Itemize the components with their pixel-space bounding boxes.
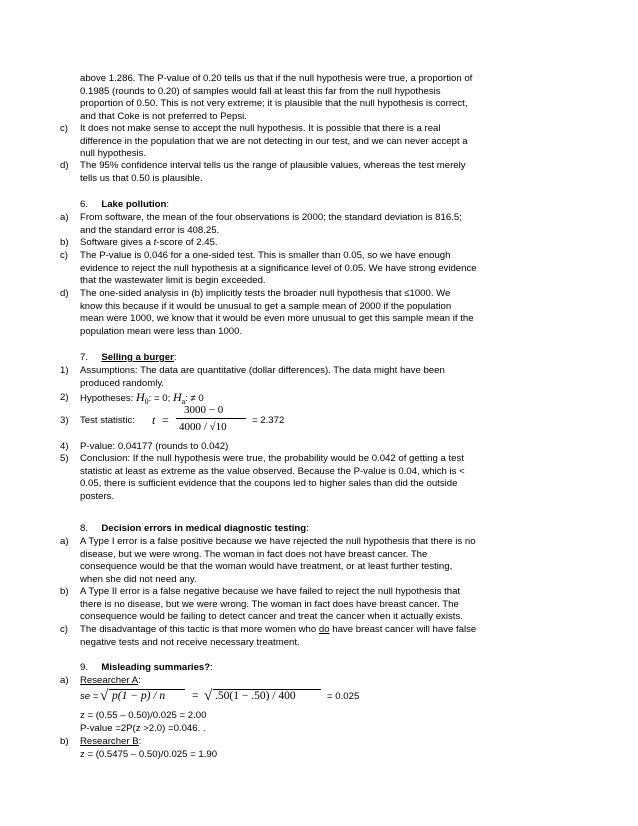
- item-label: a): [60, 212, 69, 223]
- item-label: 4): [60, 441, 69, 452]
- text-line: The P-value is 0.046 for a one-sided test. This is smaller than 0.05, so we have enough: [80, 250, 451, 261]
- text-line: negative tests and not receive necessary treatment.: [80, 636, 300, 648]
- text-line: null hypothesis.: [80, 148, 147, 159]
- text-line: and that Coke is not preferred to Pepsi.: [80, 110, 247, 122]
- sqrt-symbol: √: [100, 688, 109, 704]
- section-7-heading: 7. Selling a burger:: [80, 352, 177, 363]
- text-line: when she did not need any.: [80, 573, 197, 585]
- standard-error-formula: se = √ p(1 − p) / n = √ .50(1 − .50) / 400 = 0.025: [80, 688, 360, 704]
- section-8-heading: 8. Decision errors in medical diagnostic testing:: [80, 523, 309, 534]
- researcher-a-z-score: z = (0.55 – 0.50)/0.025 = 2.00: [80, 710, 207, 721]
- test-statistic-formula: Test statistic: t = 3000 − 0 4000 / √10 = 2.372: [80, 404, 285, 433]
- sqrt-symbol: √: [204, 688, 213, 704]
- text-line: that the wastewater limit is begin exceeded.: [80, 275, 266, 286]
- item-label: a): [60, 536, 69, 547]
- fraction-numerator: 3000 − 0: [184, 404, 224, 416]
- text-line: The 95% confidence interval tells us the range of plausible values, whereas the test merely: [80, 160, 466, 171]
- section-6-heading: 6. Lake pollution:: [80, 199, 170, 210]
- fraction-denominator: 4000 / √10: [179, 421, 227, 433]
- item-label: 1): [60, 365, 69, 376]
- item-label: d): [60, 160, 69, 171]
- text-line: proportion of 0.50. This is not very extreme; it is plausible that the null hypothesis is correct,: [80, 98, 468, 109]
- item-label: c): [60, 123, 68, 134]
- text-line: 0.05, there is sufficient evidence that the coupons led to higher sales than did the outside: [80, 478, 458, 489]
- text-line: Conclusion: If the null hypothesis were true, the probability would be 0.042 of getting a test: [80, 453, 464, 464]
- item-label: b): [60, 736, 69, 747]
- text-line: consequence would be that the woman would have treatment, or at least further testing,: [80, 561, 453, 572]
- item-label: c): [60, 624, 68, 635]
- text-line: A Type II error is a false negative because we have failed to reject the null hypothesis that: [80, 586, 461, 597]
- answer-6d: [80, 288, 550, 338]
- fraction-bar: [176, 418, 246, 419]
- text-line: difference in the population that we are not detecting in our test, and we can never accept a: [80, 135, 468, 147]
- section-title: Decision errors in medical diagnostic testing: [101, 523, 307, 534]
- section-title: Selling a burger: [101, 352, 174, 363]
- item-label: 3): [60, 415, 69, 426]
- text-line: The disadvantage of this tactic is that more women who do have breast cancer will have false: [80, 624, 477, 635]
- text-line: and the standard error is 408.25.: [80, 224, 220, 236]
- answer-8b: [80, 586, 550, 624]
- item-label: 5): [60, 453, 69, 464]
- text-line: 0.1985 (rounds to 0.20) of samples would fall at least this far from the null hypothesis: [80, 85, 441, 97]
- text-line: produced randomly.: [80, 377, 165, 389]
- item-label: 2): [60, 392, 69, 403]
- answer-6c: [80, 250, 550, 288]
- text-line: above 1.286. The P-value of 0.20 tells us that if the null hypothesis were true, a proportion of: [80, 73, 473, 84]
- section-title: Lake pollution: [101, 199, 167, 210]
- text-line: Assumptions: The data are quantitative (dollar differences). The data might have been: [80, 365, 445, 376]
- text-line: disease, but we were wrong. The woman in fact does not have breast cancer. The: [80, 548, 428, 560]
- answer-5c: [80, 123, 550, 161]
- section-9-heading: 9. Misleading summaries?:: [80, 662, 213, 673]
- text-line: mean were 1000, we know that it would be even more unusual to get this sample mean if the: [80, 313, 474, 324]
- answer-5b-continued: [80, 73, 550, 123]
- item-label: a): [60, 675, 69, 686]
- item-label: b): [60, 237, 69, 248]
- answer-7-5: [80, 453, 550, 503]
- researcher-b-heading: Researcher B:: [80, 736, 142, 747]
- text-line: tells us that 0.50 is plausible.: [80, 172, 203, 184]
- item-label: b): [60, 586, 69, 597]
- answer-7-1: [80, 365, 550, 390]
- answer-5d: [80, 160, 550, 185]
- text-line: The one-sided analysis in (b) implicitly tests the broader null hypothesis that ≤1000. We: [80, 288, 451, 299]
- text-line: consequence would be failing to detect cancer and treat the cancer when it actually exists.: [80, 611, 463, 622]
- answer-8c: [80, 624, 550, 649]
- text-line: statistic at least as extreme as the value observed. Because the P-value is 0.04, which is <: [80, 465, 465, 477]
- answer-6b: Software gives a t-score of 2.45.: [80, 237, 218, 248]
- text-line: From software, the mean of the four observations is 2000; the standard deviation is 816.5;: [80, 212, 462, 223]
- item-label: c): [60, 250, 68, 261]
- text-line: population mean were less than 1000.: [80, 325, 243, 337]
- text-line: posters.: [80, 490, 115, 502]
- researcher-a-p-value: P-value =2P(z >2.0) =0.046. .: [80, 723, 206, 734]
- answer-8a: [80, 536, 550, 586]
- researcher-b-z-score: z = (0.5475 – 0.50)/0.025 = 1.90: [80, 749, 218, 760]
- text-line: It does not make sense to accept the null hypothesis. It is possible that there is a real: [80, 123, 441, 134]
- text-line: know this because if it would be unusual to get a sample mean of 2000 if the population: [80, 300, 452, 312]
- text-line: A Type I error is a false positive because we have rejected the null hypothesis that there is no: [80, 536, 476, 547]
- researcher-a-heading: Researcher A:: [80, 675, 141, 686]
- answer-6a: [80, 212, 550, 237]
- text-line: evidence to reject the null hypothesis at a significance level of 0.05. We have strong evidence: [80, 262, 477, 274]
- section-title: Misleading summaries?: [101, 662, 211, 673]
- answer-7-4: P-value: 0.04177 (rounds to 0.042): [80, 441, 229, 452]
- text-line: there is no disease, but we were wrong. The woman in fact does have breast cancer. The: [80, 598, 459, 610]
- answer-7-2-hypotheses: Hypotheses: $H_0$: = 0; $H_a$: ≠ 0: [80, 390, 204, 406]
- item-label: d): [60, 288, 69, 299]
